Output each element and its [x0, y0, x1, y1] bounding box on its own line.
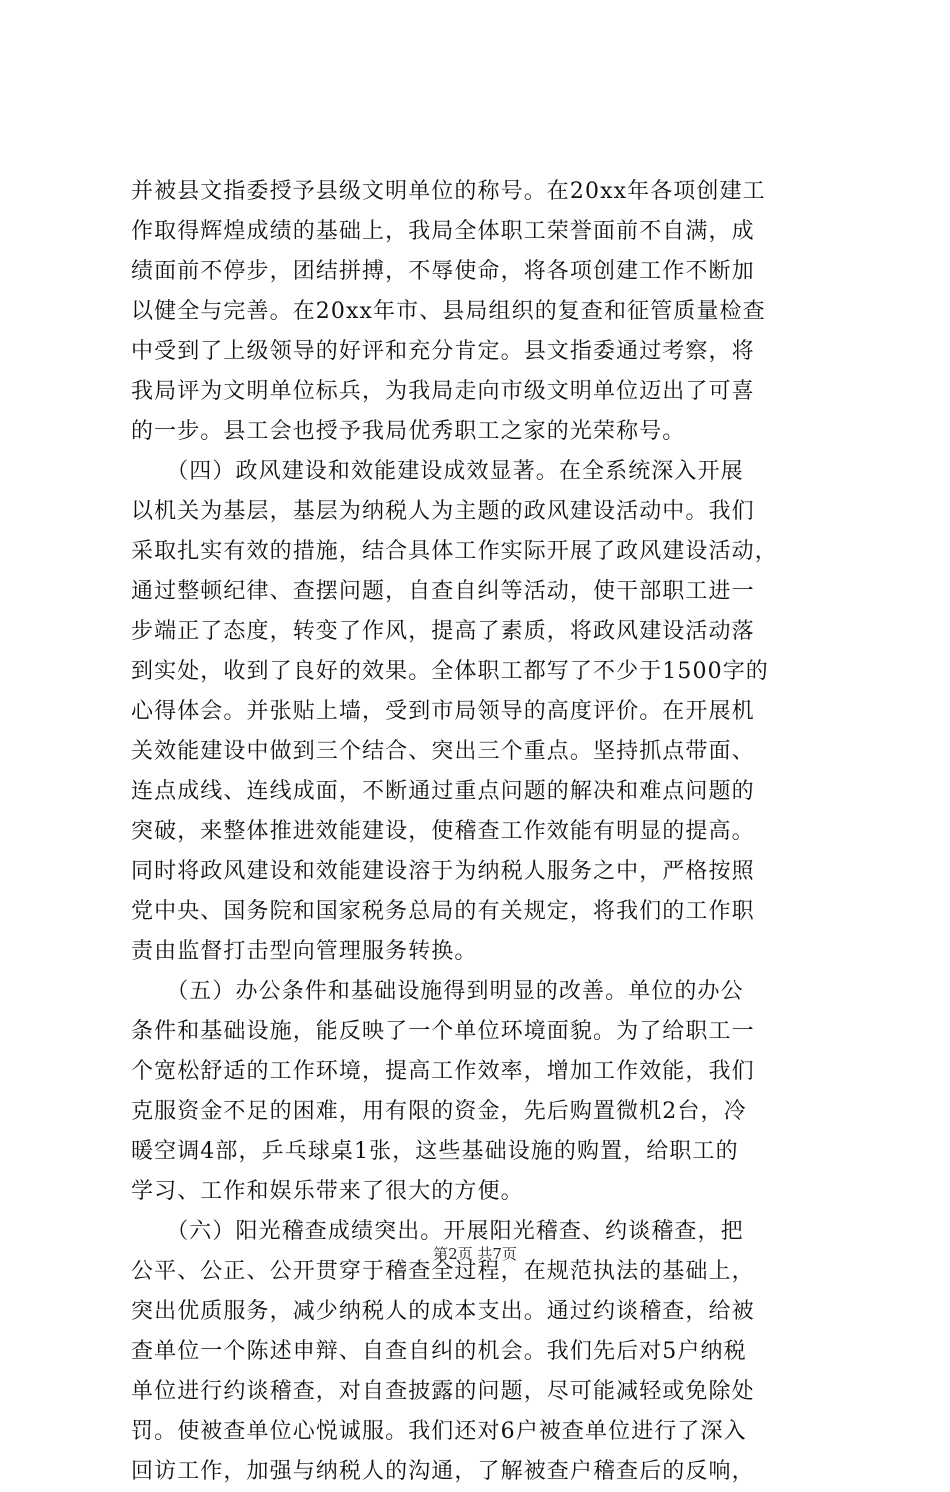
text-line: 公平、公正、公开贯穿于稽查全过程，在规范执法的基础上，: [131, 1259, 755, 1284]
text-line: 查单位一个陈述申辩、自查自纠的机会。我们先后对5户纳税: [131, 1339, 747, 1364]
text-line: 采取扎实有效的措施，结合具体工作实际开展了政风建设活动，: [131, 539, 778, 564]
text-line: 条件和基础设施，能反映了一个单位环境面貌。为了给职工一: [131, 1019, 755, 1044]
paragraph-six-heading-line: （六）阳光稽查成绩突出。开展阳光稽查、约谈稽查，把: [131, 1219, 744, 1244]
text-line: 同时将政风建设和效能建设溶于为纳税人服务之中，严格按照: [131, 859, 755, 884]
text-line: 绩面前不停步，团结拼搏，不辱使命，将各项创建工作不断加: [131, 259, 755, 284]
text-line: 突出优质服务，减少纳税人的成本支出。通过约谈稽查，给被: [131, 1299, 755, 1324]
text-line: 责由监督打击型向管理服务转换。: [131, 939, 478, 964]
text-line: 突破，来整体推进效能建设，使稽查工作效能有明显的提高。: [131, 819, 755, 844]
text-line: 通过整顿纪律、查摆问题，自查自纠等活动，使干部职工进一: [131, 579, 755, 604]
text-line: 以机关为基层，基层为纳税人为主题的政风建设活动中。我们: [131, 499, 755, 524]
paragraph-four-heading-line: （四）政风建设和效能建设成效显著。在全系统深入开展: [131, 459, 744, 484]
text-line: 暖空调4部，乒乓球桌1张，这些基础设施的购置，给职工的: [131, 1139, 739, 1164]
text-line: 到实处，收到了良好的效果。全体职工都写了不少于1500字的: [131, 659, 769, 684]
text-line: 关效能建设中做到三个结合、突出三个重点。坚持抓点带面、: [131, 739, 755, 764]
text-line: 的一步。县工会也授予我局优秀职工之家的光荣称号。: [131, 419, 686, 444]
text-line: 学习、工作和娱乐带来了很大的方便。: [131, 1179, 524, 1204]
text-line: 克服资金不足的困难，用有限的资金，先后购置微机2台，冷: [131, 1099, 747, 1124]
text-line: 党中央、国务院和国家税务总局的有关规定，将我们的工作职: [131, 899, 755, 924]
text-line: 单位进行约谈稽查，对自查披露的问题，尽可能减轻或免除处: [131, 1379, 755, 1404]
text-line: 中受到了上级领导的好评和充分肯定。县文指委通过考察，将: [131, 339, 755, 364]
page-footer: [0, 1242, 950, 1266]
text-line: 我局评为文明单位标兵，为我局走向市级文明单位迈出了可喜: [131, 379, 755, 404]
text-line: 个宽松舒适的工作环境，提高工作效率，增加工作效能，我们: [131, 1059, 755, 1084]
paragraph-five-heading-line: （五）办公条件和基础设施得到明显的改善。单位的办公: [131, 979, 744, 1004]
text-line: 回访工作，加强与纳税人的沟通，了解被查户稽查后的反响，: [131, 1459, 755, 1484]
text-line: 以健全与完善。在20xx年市、县局组织的复查和征管质量检查: [131, 299, 766, 324]
page-number-label: 第2页 共7页: [433, 1245, 517, 1263]
text-line: 心得体会。并张贴上墙，受到市局领导的高度评价。在开展机: [131, 699, 755, 724]
document-body: [131, 172, 831, 1492]
text-line: 罚。使被查单位心悦诚服。我们还对6户被查单位进行了深入: [131, 1419, 747, 1444]
text-line: 作取得辉煌成绩的基础上，我局全体职工荣誉面前不自满，成: [131, 219, 755, 244]
text-line: 步端正了态度，转变了作风，提高了素质，将政风建设活动落: [131, 619, 755, 644]
text-line: 连点成线、连线成面，不断通过重点问题的解决和难点问题的: [131, 779, 755, 804]
text-line: 并被县文指委授予县级文明单位的称号。在20xx年各项创建工: [131, 179, 766, 204]
